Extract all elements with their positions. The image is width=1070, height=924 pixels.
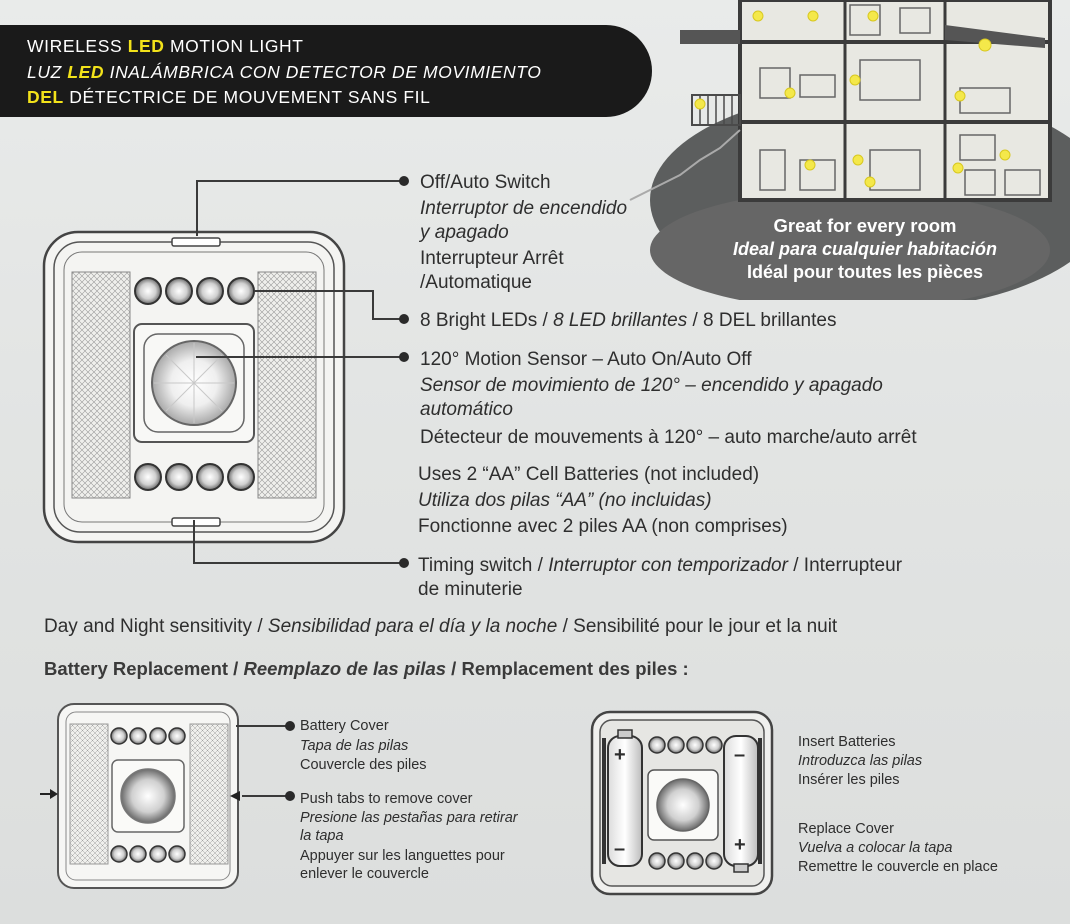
switch-label-fr: Interrupteur Arrêt [420, 248, 564, 269]
led-callout-line [372, 290, 374, 320]
banner-title-en: WIRELESS LED MOTION LIGHT [27, 36, 304, 56]
tabs-callout-dot [285, 791, 295, 801]
replace-label-en: Replace Cover [798, 821, 894, 837]
room-caption-es: Ideal para cualquier habitación [732, 239, 998, 259]
switch-callout-line [196, 180, 198, 236]
switch-callout-dot [399, 176, 409, 186]
insert-label-en: Insert Batteries [798, 734, 896, 750]
switch-label-en: Off/Auto Switch [420, 172, 551, 193]
timing-callout-dot [399, 558, 409, 568]
battery-plus-left: + [614, 744, 626, 766]
replace-label-es: Vuelva a colocar la tapa [798, 840, 953, 856]
switch-callout-line [196, 180, 404, 182]
battery-minus-right: – [734, 744, 746, 766]
room-caption-fr: Idéal pour toutes les pièces [746, 262, 984, 282]
room-caption-en: Great for every room [773, 215, 957, 236]
tabs-arrow-icon [230, 789, 244, 803]
batteries-label-en: Uses 2 “AA” Cell Batteries (not included) [418, 464, 760, 485]
leds-label: 8 Bright LEDs / 8 LED brillantes / 8 DEL brillantes [420, 310, 837, 331]
battery-plus-right: + [734, 834, 746, 856]
led-callout-line [254, 290, 374, 292]
tabs-label-es-2: la tapa [300, 828, 344, 844]
replace-label-fr: Remettre le couvercle en place [798, 859, 998, 875]
sensor-callout-line [196, 356, 404, 358]
batteries-label-es: Utiliza dos pilas “AA” (no incluidas) [418, 490, 712, 511]
battery-cover-device [40, 698, 250, 894]
timing-label-fr-2: de minuterie [418, 579, 523, 600]
timing-label: Timing switch / Interruptor con temporizador / Interrupteur [418, 555, 903, 576]
cover-label-fr: Couvercle des piles [300, 757, 427, 773]
battery-replacement-heading: Battery Replacement / Reemplazo de las pilas / Remplacement des piles : [44, 658, 689, 679]
sensor-label-en: 120° Motion Sensor – Auto On/Auto Off [420, 349, 752, 370]
switch-label-es-2: y apagado [420, 222, 509, 243]
cover-callout-line [236, 725, 286, 727]
cover-label-en: Battery Cover [300, 718, 389, 734]
banner-title-fr: DEL DÉTECTRICE DE MOUVEMENT SANS FIL [27, 87, 431, 107]
insert-label-fr: Insérer les piles [798, 772, 900, 788]
insert-label-es: Introduzca las pilas [798, 753, 923, 769]
title-banner [0, 25, 652, 117]
led-callout-dot [399, 314, 409, 324]
sensor-label-es-2: automático [420, 399, 513, 420]
sensor-label-fr: Détecteur de mouvements à 120° – auto marche/auto arrêt [420, 427, 917, 448]
cover-label-es: Tapa de las pilas [300, 738, 409, 754]
banner-title-es: LUZ LED INALÁMBRICA CON DETECTOR DE MOVIMIENTO [27, 62, 542, 82]
motion-light-device [40, 228, 350, 548]
tabs-label-es: Presione las pestañas para retirar [300, 810, 518, 826]
timing-callout-line [193, 520, 195, 564]
tabs-label-fr: Appuyer sur les languettes pour [300, 848, 505, 864]
switch-label-fr-2: /Automatique [420, 272, 532, 293]
tabs-label-fr-2: enlever le couvercle [300, 866, 429, 882]
cover-callout-dot [285, 721, 295, 731]
sensitivity-label: Day and Night sensitivity / Sensibilidad para el día y la noche / Sensibilité pour le jour et la nuit [44, 616, 838, 637]
tabs-callout-line [242, 795, 286, 797]
sensor-label-es: Sensor de movimiento de 120° – encendido y apagado [420, 375, 883, 396]
sensor-callout-dot [399, 352, 409, 362]
battery-inserted-device [588, 708, 776, 898]
battery-minus-left: – [614, 838, 626, 860]
switch-label-es: Interruptor de encendido [420, 198, 628, 219]
timing-callout-line [193, 562, 404, 564]
batteries-label-fr: Fonctionne avec 2 piles AA (non comprises) [418, 516, 788, 537]
tabs-label-en: Push tabs to remove cover [300, 791, 473, 807]
